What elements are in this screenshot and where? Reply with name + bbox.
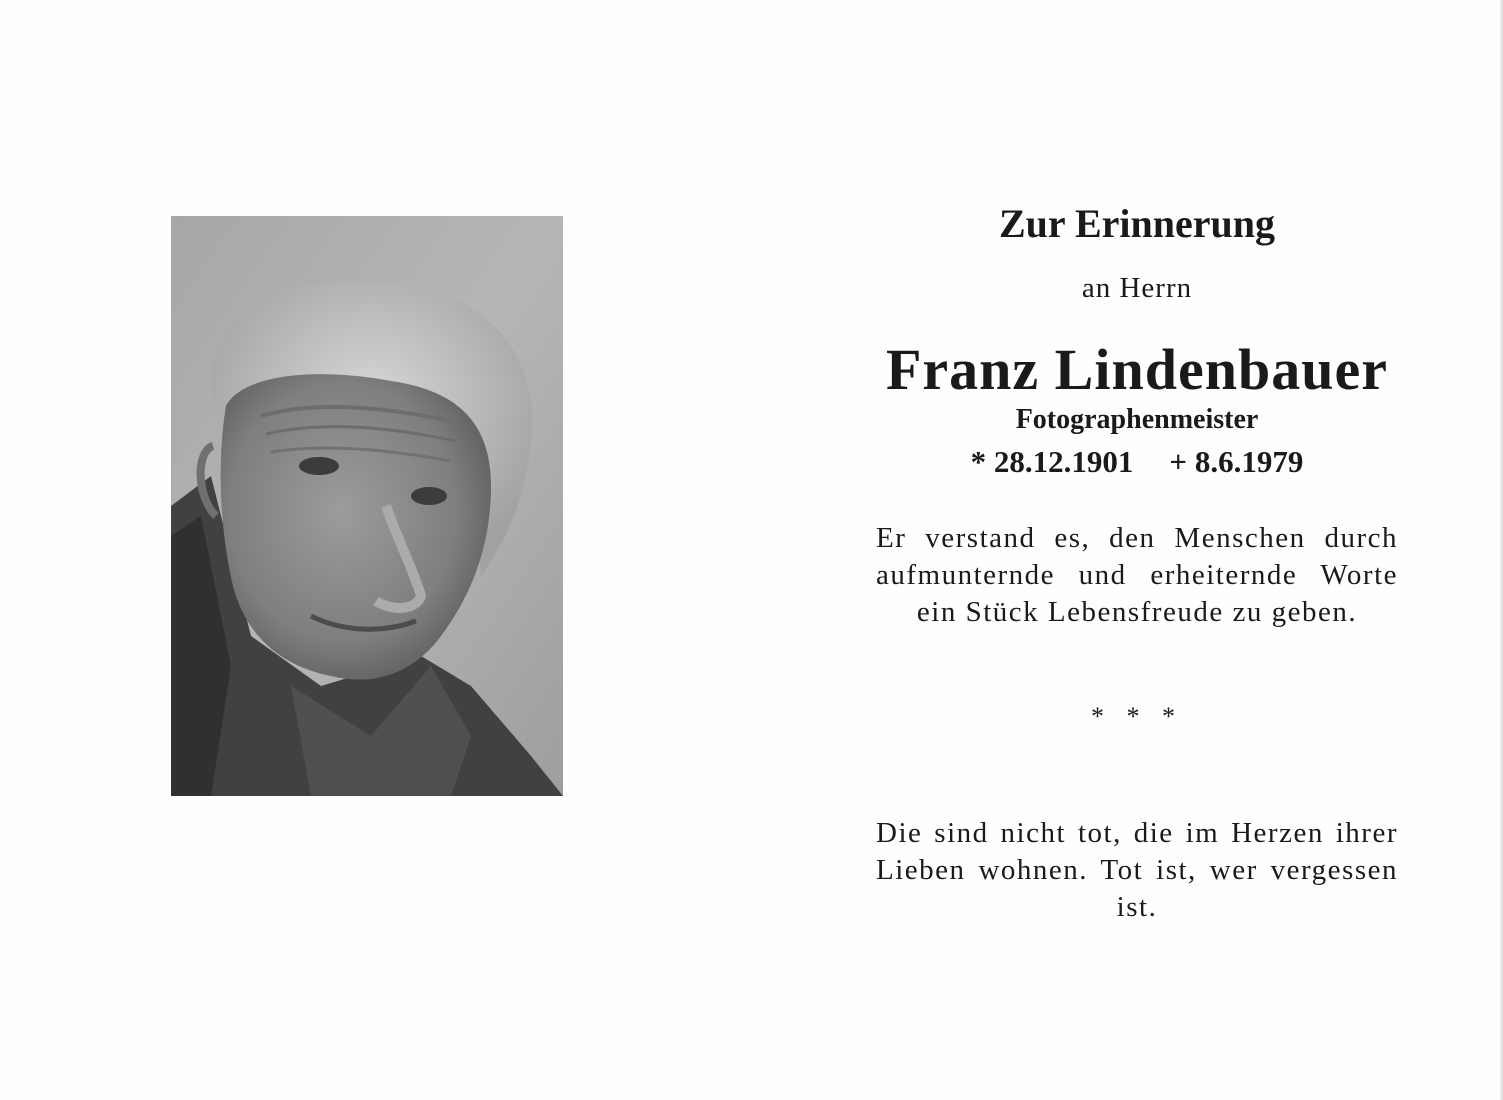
- closing-quote: Die sind nicht tot, die im Herzen ihrer Lieben wohnen. Tot ist, wer vergessen ist.: [876, 817, 1398, 923]
- birth-date: * 28.12.1901: [970, 444, 1134, 479]
- card-heading: Zur Erinnerung: [999, 201, 1275, 246]
- salutation: an Herrn: [1081, 272, 1193, 304]
- profession: Fotographenmeister: [1015, 404, 1259, 435]
- portrait-photo: [171, 216, 563, 796]
- death-date: + 8.6.1979: [1169, 444, 1304, 479]
- separator-asterisks: * * *: [1091, 702, 1183, 731]
- deceased-name: Franz Lindenbauer: [886, 337, 1388, 402]
- life-dates: [872, 442, 1402, 482]
- memorial-quote: Er verstand es, den Menschen durch aufmunternde und erheiternde Worte ein Stück Lebensfreude zu geben.: [876, 522, 1398, 628]
